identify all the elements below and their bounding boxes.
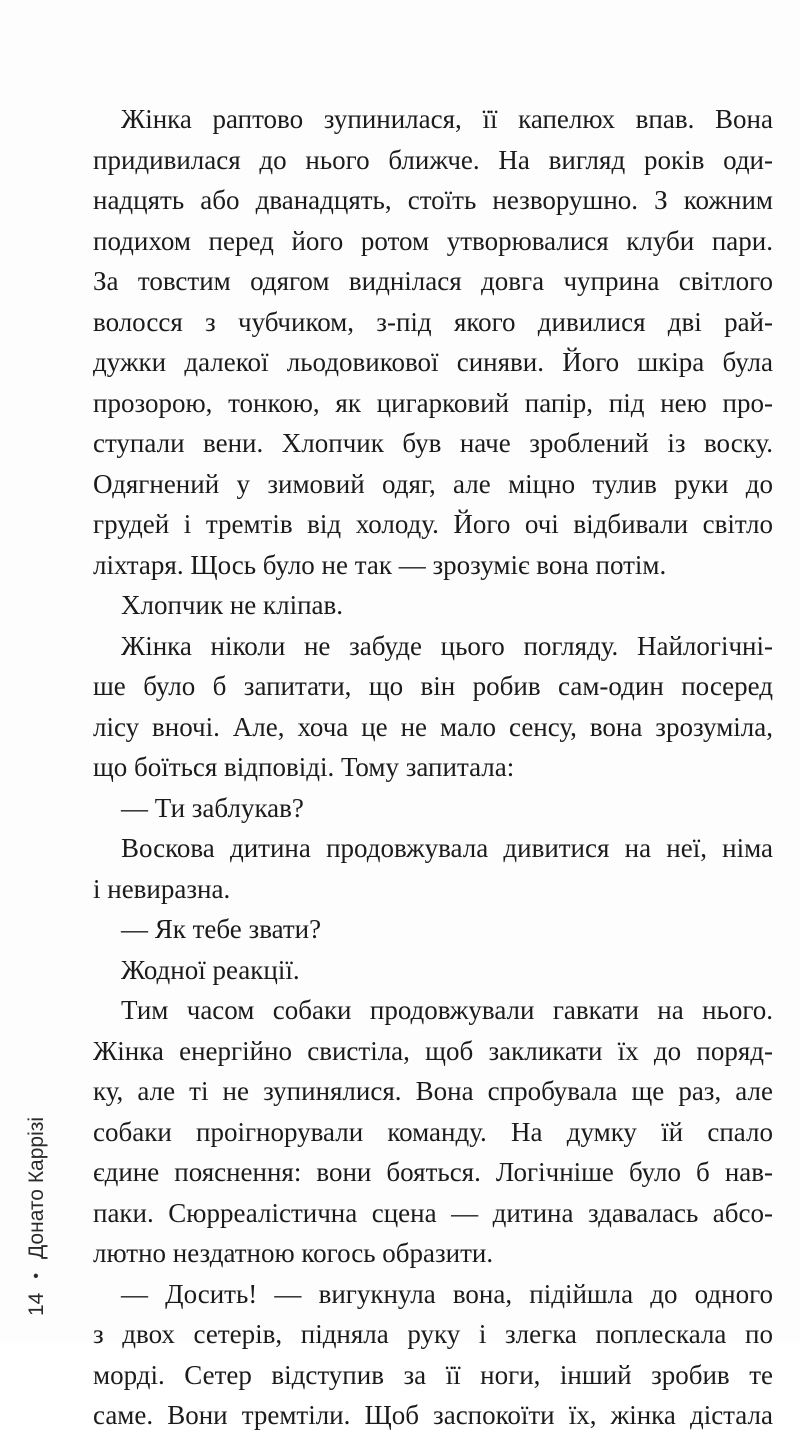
separator-bullet: • — [28, 1273, 45, 1279]
author-name: Донато Каррізі — [25, 1116, 48, 1260]
text-line: Тим часом собаки продовжували гавкати на нього. — [121, 995, 773, 1025]
text-line: єдине пояснення: вони бояться. Логічніше було б нав- — [93, 1157, 773, 1187]
text-line: — Досить! — вигукнула вона, підійшла до одного — [121, 1278, 773, 1309]
text-line: волосся з чубчиком, з-під якого дивилися дві рай- — [93, 306, 773, 337]
text-line: Жінка раптово зупинилася, її капелюх впав. Вона — [121, 104, 773, 134]
text-line: що боїться відповіді. Тому запитала: — [93, 752, 515, 782]
text-line: з двох сетерів, підняла руку і злегка поплескала по — [93, 1319, 773, 1349]
text-line: надцять або дванадцять, стоїть незворушно. З кожним — [93, 185, 773, 215]
text-line: і невиразна. — [93, 873, 231, 904]
text-line: Жінка ніколи не забуде цього погляду. Найлогічні- — [121, 630, 773, 661]
text-line: саме. Вони тремтіли. Щоб заспокоїти їх, жінка дістала — [93, 1400, 773, 1430]
text-line: лісу вночі. Але, хоча це не мало сенсу, вона зрозуміла, — [93, 711, 773, 742]
text-line: — Як тебе звати? — [121, 914, 322, 944]
text-line: прозорою, тонкою, як цигарковий папір, під нею про- — [93, 387, 773, 418]
text-line: дужки далекої льодовикової синяви. Його шкіра була — [93, 347, 773, 377]
text-line: ше було б запитати, що він робив сам-один посеред — [93, 671, 773, 701]
text-line: — Ти заблукав? — [121, 792, 304, 823]
text-line: подихом перед його ротом утворювалися клуби пари. — [93, 225, 773, 256]
text-line: Жінка енергійно свистіла, щоб закликати їх до поряд- — [93, 1035, 773, 1066]
text-line: ку, але ті не зупинялися. Вона спробувала ще раз, але — [93, 1076, 773, 1106]
text-line: Хлопчик не кліпав. — [121, 590, 344, 620]
text-line: грудей і тремтів від холоду. Його очі відбивали світло — [93, 509, 773, 539]
text-line: морді. Сетер відступив за її ноги, інший зробив те — [93, 1359, 773, 1390]
text-line: собаки проігнорували команду. На думку їй спало — [93, 1116, 773, 1147]
text-line: ліхтаря. Щось було не так — зрозуміє вона потім. — [93, 549, 667, 580]
text-line: За товстим одягом виднілася довга чуприна світлого — [93, 266, 773, 296]
text-line: паки. Сюрреалістична сцена — дитина здавалась абсо- — [93, 1197, 773, 1228]
text-line: ступали вени. Хлопчик був наче зроблений із воску. — [93, 428, 773, 458]
page-number: 14 — [25, 1292, 48, 1316]
text-line: Одягнений у зимовий одяг, але міцно тулив руки до — [93, 468, 773, 499]
text-line: придивилася до нього ближче. На вигляд років оди- — [93, 144, 773, 175]
running-head — [22, 1117, 52, 1316]
text-line: Жодної реакції. — [121, 954, 300, 985]
text-line: лютно нездатною когось образити. — [93, 1238, 494, 1268]
body-text — [93, 99, 773, 1436]
text-line: Воскова дитина продовжувала дивитися на неї, німа — [121, 833, 773, 863]
